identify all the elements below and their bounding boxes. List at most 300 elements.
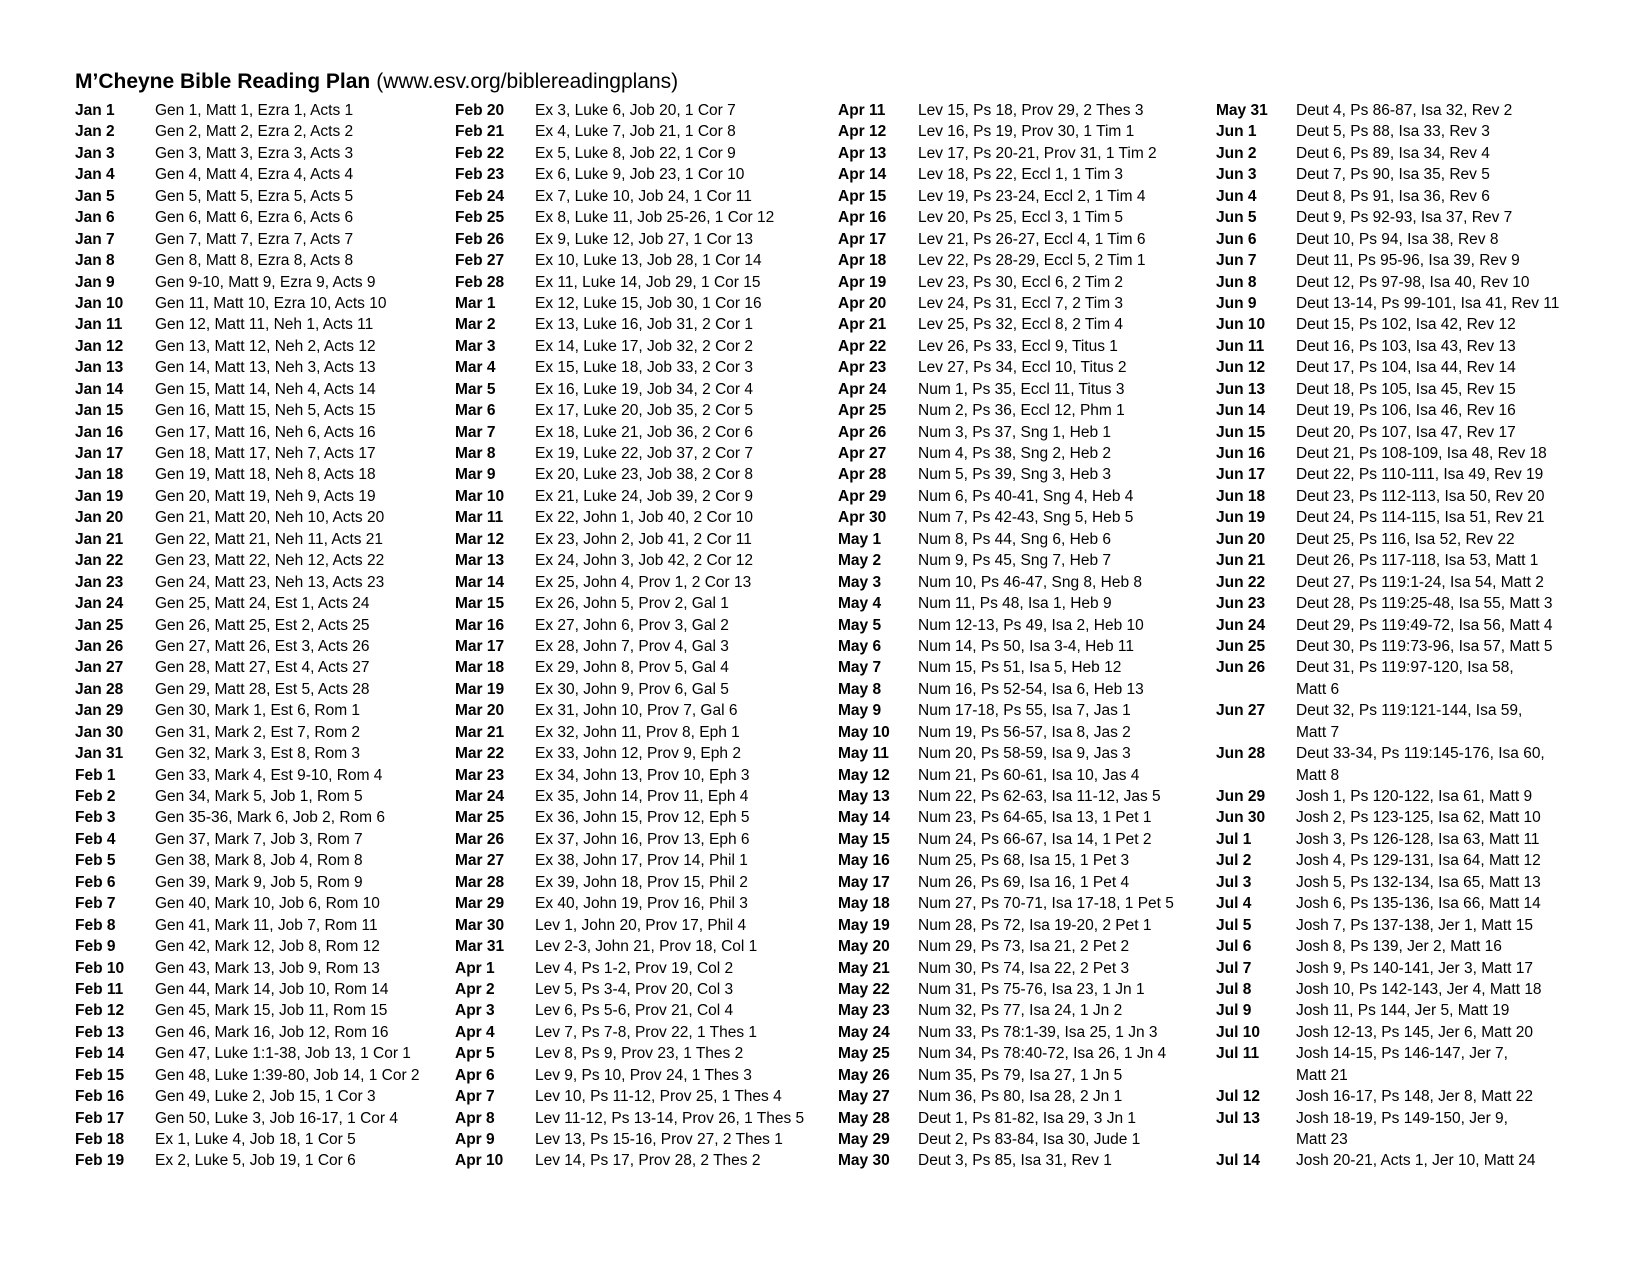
date-label: Jun 29	[1216, 788, 1266, 805]
date-label: Jan 2	[75, 123, 115, 141]
reading-text: Gen 37, Mark 7, Job 3, Rom 7	[155, 830, 363, 848]
reading-text: Josh 2, Ps 123-125, Isa 62, Matt 10	[1296, 809, 1541, 827]
plan-row	[455, 850, 831, 871]
reading-text: Ex 5, Luke 8, Job 22, 1 Cor 9	[535, 144, 736, 162]
plan-row	[1216, 829, 1626, 850]
plan-row	[1216, 464, 1626, 485]
reading-text: Gen 20, Matt 19, Neh 9, Acts 19	[155, 487, 376, 505]
plan-row	[838, 958, 1211, 979]
reading-text: Josh 14-15, Ps 146-147, Jer 7,	[1296, 1045, 1508, 1063]
plan-row	[75, 722, 450, 743]
date-label: May 28	[838, 1109, 890, 1127]
reading-text: Gen 34, Mark 5, Job 1, Rom 5	[155, 788, 363, 805]
date-label: Feb 4	[75, 830, 116, 848]
plan-row	[75, 765, 450, 786]
date-label: Jan 22	[75, 552, 124, 570]
date-label: Jul 9	[1216, 1002, 1252, 1020]
date-label: Feb 6	[75, 873, 116, 891]
date-label: Mar 6	[455, 402, 496, 420]
plan-row	[455, 314, 831, 335]
reading-text: Ex 32, John 11, Prov 8, Eph 1	[535, 723, 740, 741]
date-label: Feb 15	[75, 1066, 125, 1084]
date-label: Feb 23	[455, 166, 505, 184]
reading-text: Gen 11, Matt 10, Ezra 10, Acts 10	[155, 294, 387, 312]
plan-row	[838, 850, 1211, 871]
plan-row	[838, 936, 1211, 957]
reading-text: Gen 48, Luke 1:39-80, Job 14, 1 Cor 2	[155, 1066, 420, 1084]
date-label: Jan 7	[75, 230, 115, 248]
reading-text: Josh 6, Ps 135-136, Isa 66, Matt 14	[1296, 895, 1541, 913]
reading-text: Lev 16, Ps 19, Prov 30, 1 Tim 1	[918, 123, 1135, 141]
date-label: Mar 20	[455, 702, 505, 720]
plan-row	[838, 786, 1211, 807]
reading-text: Ex 39, John 18, Prov 15, Phil 2	[535, 873, 748, 891]
plan-row	[75, 636, 450, 657]
reading-text: Josh 7, Ps 137-138, Jer 1, Matt 15	[1296, 916, 1533, 934]
reading-text: Gen 13, Matt 12, Neh 2, Acts 12	[155, 337, 376, 355]
date-label: Mar 9	[455, 466, 496, 484]
plan-row	[455, 529, 831, 550]
reading-text: Gen 46, Mark 16, Job 12, Rom 16	[155, 1023, 389, 1041]
reading-text: Ex 4, Luke 7, Job 21, 1 Cor 8	[535, 123, 736, 141]
plan-row	[1216, 743, 1626, 764]
reading-text: Deut 6, Ps 89, Isa 34, Rev 4	[1296, 144, 1490, 162]
date-label: Jan 24	[75, 595, 124, 613]
reading-text: Num 17-18, Ps 55, Isa 7, Jas 1	[918, 702, 1131, 720]
reading-text: Matt 8	[1296, 766, 1340, 784]
reading-text: Ex 29, John 8, Prov 5, Gal 4	[535, 659, 729, 677]
date-label: May 26	[838, 1066, 890, 1084]
reading-text: Gen 22, Matt 21, Neh 11, Acts 21	[155, 530, 384, 548]
plan-row	[75, 529, 450, 550]
date-label: Apr 27	[838, 445, 887, 462]
reading-text: Deut 31, Ps 119:97-120, Isa 58,	[1296, 659, 1514, 677]
date-label: Apr 9	[455, 1131, 495, 1148]
reading-text: Josh 11, Ps 144, Jer 5, Matt 19	[1296, 1002, 1510, 1020]
date-label: Apr 22	[838, 337, 887, 355]
reading-text: Gen 16, Matt 15, Neh 5, Acts 15	[155, 402, 376, 420]
plan-row	[1216, 100, 1626, 121]
plan-row	[1216, 1065, 1626, 1086]
reading-text: Ex 28, John 7, Prov 4, Gal 3	[535, 637, 729, 655]
plan-row	[75, 1086, 450, 1107]
reading-text: Num 8, Ps 44, Sng 6, Heb 6	[918, 530, 1111, 548]
plan-row	[455, 250, 831, 271]
reading-text: Josh 10, Ps 142-143, Jer 4, Matt 18	[1296, 980, 1542, 998]
plan-row	[75, 357, 450, 378]
date-label: Jun 12	[1216, 359, 1266, 377]
reading-text: Ex 6, Luke 9, Job 23, 1 Cor 10	[535, 166, 745, 184]
plan-row	[1216, 615, 1626, 636]
reading-text: Gen 21, Matt 20, Neh 10, Acts 20	[155, 509, 385, 527]
plan-row	[838, 400, 1211, 421]
plan-row	[1216, 272, 1626, 293]
plan-row	[1216, 229, 1626, 250]
date-label: May 2	[838, 552, 882, 570]
plan-row	[1216, 250, 1626, 271]
reading-text: Deut 1, Ps 81-82, Isa 29, 3 Jn 1	[918, 1109, 1136, 1127]
plan-row	[838, 722, 1211, 743]
reading-text: Deut 26, Ps 117-118, Isa 53, Matt 1	[1296, 552, 1539, 570]
plan-row	[838, 100, 1211, 121]
plan-row	[838, 979, 1211, 1000]
plan-row	[455, 765, 831, 786]
date-label: Jan 10	[75, 294, 124, 312]
reading-text: Gen 19, Matt 18, Neh 8, Acts 18	[155, 466, 376, 484]
reading-text: Gen 14, Matt 13, Neh 3, Acts 13	[155, 359, 376, 377]
date-label: Jan 23	[75, 573, 124, 591]
date-label: Jan 8	[75, 252, 115, 270]
date-label: Jan 3	[75, 144, 115, 162]
date-label: Jun 22	[1216, 573, 1266, 591]
date-label: Mar 31	[455, 938, 505, 956]
plan-row	[838, 507, 1211, 528]
plan-row	[1216, 443, 1626, 464]
plan-row	[455, 915, 831, 936]
reading-text: Num 22, Ps 62-63, Isa 11-12, Jas 5	[918, 788, 1161, 805]
date-label: Jul 3	[1216, 873, 1252, 891]
plan-row	[455, 422, 831, 443]
plan-row	[838, 186, 1211, 207]
date-label: May 9	[838, 702, 882, 720]
plan-row	[455, 615, 831, 636]
reading-text: Ex 17, Luke 20, Job 35, 2 Cor 5	[535, 402, 753, 420]
date-label: Mar 29	[455, 895, 505, 913]
plan-row	[1216, 1000, 1626, 1021]
plan-row	[1216, 765, 1626, 786]
plan-row	[1216, 400, 1626, 421]
plan-row	[455, 336, 831, 357]
plan-row	[75, 936, 450, 957]
date-label: Feb 12	[75, 1002, 125, 1020]
reading-text: Lev 21, Ps 26-27, Eccl 4, 1 Tim 6	[918, 230, 1146, 248]
plan-row	[75, 186, 450, 207]
date-label: Jan 1	[75, 102, 115, 119]
date-label: Apr 26	[838, 423, 887, 441]
date-label: Feb 7	[75, 895, 116, 913]
plan-row	[75, 229, 450, 250]
reading-text: Lev 13, Ps 15-16, Prov 27, 2 Thes 1	[535, 1131, 783, 1148]
plan-row	[1216, 529, 1626, 550]
date-label: May 27	[838, 1088, 890, 1106]
reading-text: Num 12-13, Ps 49, Isa 2, Heb 10	[918, 616, 1144, 634]
plan-row	[455, 293, 831, 314]
reading-text: Num 33, Ps 78:1-39, Isa 25, 1 Jn 3	[918, 1023, 1158, 1041]
date-label: Apr 14	[838, 166, 887, 184]
plan-row	[75, 657, 450, 678]
reading-text: Deut 12, Ps 97-98, Isa 40, Rev 10	[1296, 273, 1530, 291]
date-label: Feb 19	[75, 1152, 125, 1170]
date-label: Jun 19	[1216, 509, 1266, 527]
reading-text: Josh 3, Ps 126-128, Isa 63, Matt 11	[1296, 830, 1540, 848]
date-label: Jun 25	[1216, 637, 1266, 655]
reading-text: Lev 23, Ps 30, Eccl 6, 2 Tim 2	[918, 273, 1124, 291]
date-label: Mar 16	[455, 616, 505, 634]
reading-text: Deut 20, Ps 107, Isa 47, Rev 17	[1296, 423, 1516, 441]
date-label: Jun 8	[1216, 273, 1257, 291]
date-label: Feb 13	[75, 1023, 125, 1041]
plan-row	[838, 743, 1211, 764]
date-label: May 5	[838, 616, 882, 634]
plan-row	[455, 1129, 831, 1150]
plan-row	[75, 486, 450, 507]
plan-row	[1216, 915, 1626, 936]
plan-row	[75, 1043, 450, 1064]
plan-row	[838, 807, 1211, 828]
reading-text: Num 19, Ps 56-57, Isa 8, Jas 2	[918, 723, 1131, 741]
reading-text: Ex 12, Luke 15, Job 30, 1 Cor 16	[535, 294, 762, 312]
reading-text: Deut 8, Ps 91, Isa 36, Rev 6	[1296, 187, 1490, 205]
reading-text: Ex 21, Luke 24, Job 39, 2 Cor 9	[535, 487, 753, 505]
plan-row	[1216, 958, 1626, 979]
plan-row	[838, 572, 1211, 593]
reading-text: Ex 20, Luke 23, Job 38, 2 Cor 8	[535, 466, 753, 484]
plan-row	[838, 657, 1211, 678]
plan-row	[75, 272, 450, 293]
reading-text: Gen 24, Matt 23, Neh 13, Acts 23	[155, 573, 385, 591]
date-label: May 7	[838, 659, 882, 677]
reading-text: Ex 22, John 1, Job 40, 2 Cor 10	[535, 509, 753, 527]
plan-row	[75, 679, 450, 700]
reading-text: Num 28, Ps 72, Isa 19-20, 2 Pet 1	[918, 916, 1152, 934]
plan-row	[75, 1000, 450, 1021]
plan-row	[838, 314, 1211, 335]
reading-text: Josh 1, Ps 120-122, Isa 61, Matt 9	[1296, 788, 1533, 805]
date-label: May 14	[838, 809, 890, 827]
reading-text: Ex 13, Luke 16, Job 31, 2 Cor 1	[535, 316, 753, 334]
reading-text: Num 3, Ps 37, Sng 1, Heb 1	[918, 423, 1111, 441]
reading-text: Deut 2, Ps 83-84, Isa 30, Jude 1	[918, 1131, 1141, 1148]
date-label: Jul 1	[1216, 830, 1252, 848]
plan-row	[1216, 722, 1626, 743]
date-label: Mar 4	[455, 359, 496, 377]
plan-row	[455, 164, 831, 185]
reading-text: Lev 11-12, Ps 13-14, Prov 26, 1 Thes 5	[535, 1109, 805, 1127]
reading-text: Num 9, Ps 45, Sng 7, Heb 7	[918, 552, 1111, 570]
plan-row	[838, 615, 1211, 636]
date-label: Apr 24	[838, 380, 887, 398]
plan-row	[75, 1150, 450, 1171]
plan-row	[1216, 336, 1626, 357]
date-label: Apr 28	[838, 466, 887, 484]
date-label: Jun 2	[1216, 144, 1257, 162]
plan-row	[75, 1129, 450, 1150]
reading-text: Gen 9-10, Matt 9, Ezra 9, Acts 9	[155, 273, 376, 291]
date-label: May 18	[838, 895, 890, 913]
plan-row	[75, 1022, 450, 1043]
plan-row	[838, 529, 1211, 550]
date-label: Jul 6	[1216, 938, 1252, 956]
reading-text: Josh 8, Ps 139, Jer 2, Matt 16	[1296, 938, 1502, 956]
date-label: Mar 8	[455, 445, 496, 462]
plan-row	[75, 700, 450, 721]
reading-text: Deut 30, Ps 119:73-96, Isa 57, Matt 5	[1296, 637, 1553, 655]
reading-text: Lev 22, Ps 28-29, Eccl 5, 2 Tim 1	[918, 252, 1146, 270]
plan-row	[455, 743, 831, 764]
plan-row	[455, 464, 831, 485]
reading-text: Num 35, Ps 79, Isa 27, 1 Jn 5	[918, 1066, 1123, 1084]
plan-row	[75, 958, 450, 979]
plan-row	[838, 915, 1211, 936]
plan-row	[75, 379, 450, 400]
plan-row	[838, 207, 1211, 228]
reading-text: Ex 33, John 12, Prov 9, Eph 2	[535, 745, 741, 763]
date-label: May 31	[1216, 102, 1268, 119]
plan-row	[838, 893, 1211, 914]
reading-text: Lev 20, Ps 25, Eccl 3, 1 Tim 5	[918, 209, 1124, 227]
reading-text: Num 16, Ps 52-54, Isa 6, Heb 13	[918, 680, 1144, 698]
plan-row	[838, 550, 1211, 571]
date-label: Feb 16	[75, 1088, 125, 1106]
plan-row	[75, 293, 450, 314]
plan-row	[1216, 807, 1626, 828]
reading-text: Ex 34, John 13, Prov 10, Eph 3	[535, 766, 750, 784]
reading-text: Deut 28, Ps 119:25-48, Isa 55, Matt 3	[1296, 595, 1553, 613]
date-label: Jun 20	[1216, 530, 1266, 548]
date-label: Jun 6	[1216, 230, 1257, 248]
date-label: Mar 5	[455, 380, 496, 398]
plan-row	[75, 872, 450, 893]
date-label: Mar 1	[455, 294, 496, 312]
plan-row	[1216, 164, 1626, 185]
date-label: Jul 13	[1216, 1109, 1260, 1127]
date-label: Apr 6	[455, 1066, 495, 1084]
date-label: Apr 10	[455, 1152, 504, 1170]
date-label: May 24	[838, 1023, 890, 1041]
date-label: May 15	[838, 830, 890, 848]
date-label: Jun 30	[1216, 809, 1266, 827]
date-label: Jan 13	[75, 359, 124, 377]
reading-text: Lev 10, Ps 11-12, Prov 25, 1 Thes 4	[535, 1088, 782, 1106]
date-label: Mar 21	[455, 723, 505, 741]
plan-url-text: (www.esv.org/biblereadingplans)	[376, 70, 679, 93]
plan-row	[455, 700, 831, 721]
reading-text: Lev 15, Ps 18, Prov 29, 2 Thes 3	[918, 102, 1144, 119]
reading-text: Num 5, Ps 39, Sng 3, Heb 3	[918, 466, 1111, 484]
reading-text: Num 36, Ps 80, Isa 28, 2 Jn 1	[918, 1088, 1123, 1106]
date-label: Jun 18	[1216, 487, 1266, 505]
reading-text: Gen 5, Matt 5, Ezra 5, Acts 5	[155, 187, 354, 205]
reading-text: Lev 1, John 20, Prov 17, Phil 4	[535, 916, 747, 934]
plan-row	[75, 164, 450, 185]
plan-row	[838, 250, 1211, 271]
plan-row	[1216, 379, 1626, 400]
plan-row	[75, 615, 450, 636]
date-label: Jun 28	[1216, 745, 1266, 763]
date-label: Jan 31	[75, 745, 124, 763]
date-label: Mar 13	[455, 552, 505, 570]
plan-row	[75, 850, 450, 871]
date-label: Apr 23	[838, 359, 887, 377]
plan-title-text: M’Cheyne Bible Reading Plan	[75, 70, 371, 93]
plan-row	[1216, 636, 1626, 657]
date-label: Feb 26	[455, 230, 505, 248]
plan-row	[455, 979, 831, 1000]
plan-row	[455, 207, 831, 228]
reading-text: Lev 24, Ps 31, Eccl 7, 2 Tim 3	[918, 294, 1124, 312]
plan-row	[455, 872, 831, 893]
reading-text: Ex 38, John 17, Prov 14, Phil 1	[535, 852, 748, 870]
plan-row	[838, 164, 1211, 185]
plan-row	[838, 679, 1211, 700]
date-label: Jan 18	[75, 466, 124, 484]
reading-text: Gen 40, Mark 10, Job 6, Rom 10	[155, 895, 380, 913]
reading-text: Gen 41, Mark 11, Job 7, Rom 11	[155, 916, 378, 934]
reading-text: Gen 18, Matt 17, Neh 7, Acts 17	[155, 445, 376, 462]
date-label: Jun 4	[1216, 187, 1257, 205]
date-label: Jan 16	[75, 423, 124, 441]
date-label: Jan 21	[75, 530, 124, 548]
plan-row	[455, 893, 831, 914]
plan-row	[1216, 593, 1626, 614]
reading-text: Gen 23, Matt 22, Neh 12, Acts 22	[155, 552, 385, 570]
date-label: Feb 11	[75, 980, 124, 998]
date-label: May 30	[838, 1152, 890, 1170]
reading-text: Ex 11, Luke 14, Job 29, 1 Cor 15	[535, 273, 761, 291]
reading-text: Lev 17, Ps 20-21, Prov 31, 1 Tim 2	[918, 144, 1157, 162]
date-label: May 19	[838, 916, 890, 934]
plan-row	[455, 829, 831, 850]
plan-row	[1216, 186, 1626, 207]
reading-text: Lev 26, Ps 33, Eccl 9, Titus 1	[918, 337, 1118, 355]
date-label: Jul 4	[1216, 895, 1252, 913]
reading-text: Deut 24, Ps 114-115, Isa 51, Rev 21	[1296, 509, 1545, 527]
reading-text: Num 20, Ps 58-59, Isa 9, Jas 3	[918, 745, 1131, 763]
date-label: Feb 14	[75, 1045, 125, 1063]
date-label: Apr 15	[838, 187, 887, 205]
plan-row	[455, 679, 831, 700]
date-label: Jan 20	[75, 509, 124, 527]
reading-text: Lev 14, Ps 17, Prov 28, 2 Thes 2	[535, 1152, 761, 1170]
reading-text: Gen 33, Mark 4, Est 9-10, Rom 4	[155, 766, 383, 784]
date-label: Apr 11	[838, 102, 886, 119]
date-label: Mar 2	[455, 316, 496, 334]
reading-text: Num 1, Ps 35, Eccl 11, Titus 3	[918, 380, 1125, 398]
reading-text: Ex 31, John 10, Prov 7, Gal 6	[535, 702, 738, 720]
date-label: Mar 10	[455, 487, 505, 505]
date-label: May 1	[838, 530, 882, 548]
reading-text: Deut 13-14, Ps 99-101, Isa 41, Rev 11	[1296, 294, 1560, 312]
date-label: May 25	[838, 1045, 890, 1063]
date-label: May 20	[838, 938, 890, 956]
plan-row	[455, 807, 831, 828]
date-label: May 3	[838, 573, 882, 591]
date-label: Mar 7	[455, 423, 496, 441]
reading-plan-column-1	[75, 100, 450, 1172]
reading-text: Deut 16, Ps 103, Isa 43, Rev 13	[1296, 337, 1516, 355]
reading-text: Lev 18, Ps 22, Eccl 1, 1 Tim 3	[918, 166, 1124, 184]
date-label: Mar 15	[455, 595, 505, 613]
date-label: Mar 23	[455, 766, 505, 784]
reading-text: Gen 44, Mark 14, Job 10, Rom 14	[155, 980, 389, 998]
plan-row	[455, 443, 831, 464]
date-label: Mar 19	[455, 680, 505, 698]
plan-row	[1216, 143, 1626, 164]
plan-row	[1216, 357, 1626, 378]
reading-text: Deut 22, Ps 110-111, Isa 49, Rev 19	[1296, 466, 1544, 484]
date-label: Jun 27	[1216, 702, 1266, 720]
plan-row	[455, 1000, 831, 1021]
plan-row	[1216, 572, 1626, 593]
date-label: Feb 22	[455, 144, 505, 162]
reading-text: Deut 27, Ps 119:1-24, Isa 54, Matt 2	[1296, 573, 1544, 591]
reading-text: Ex 37, John 16, Prov 13, Eph 6	[535, 830, 750, 848]
plan-row	[455, 400, 831, 421]
plan-row	[838, 829, 1211, 850]
reading-text: Deut 7, Ps 90, Isa 35, Rev 5	[1296, 166, 1490, 184]
plan-row	[838, 121, 1211, 142]
reading-text: Deut 15, Ps 102, Isa 42, Rev 12	[1296, 316, 1516, 334]
